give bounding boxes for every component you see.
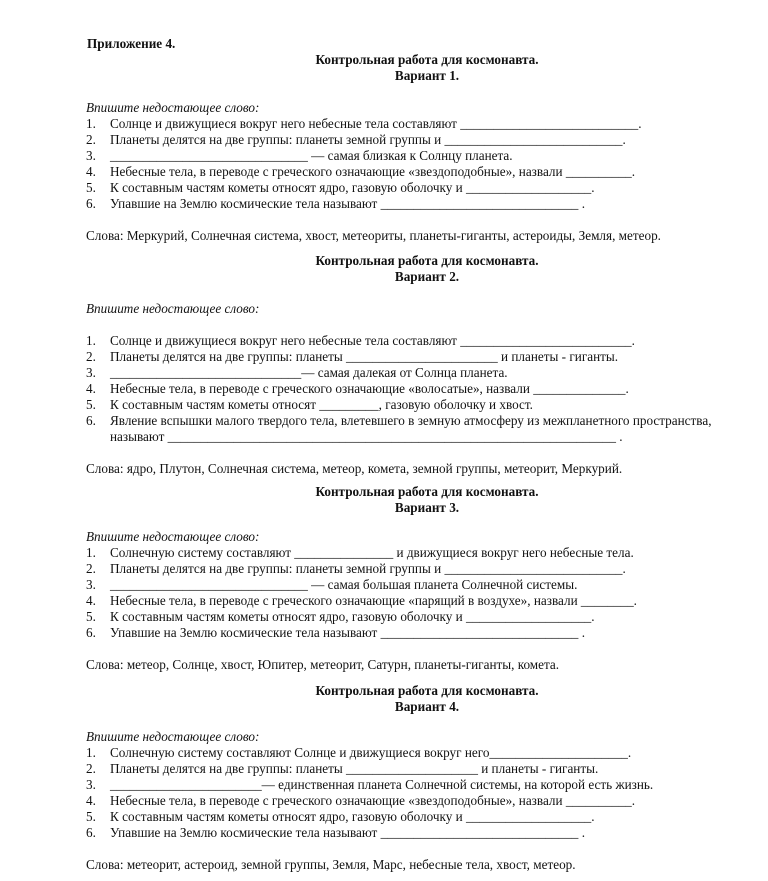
question-number: 3.	[86, 148, 96, 163]
question-text: К составным частям кометы относят _________, газовую оболочку и хвост.	[110, 397, 533, 412]
question-item	[86, 625, 768, 641]
question-number: 2.	[86, 561, 96, 576]
instruction: Впишите недостающее слово:	[86, 729, 260, 744]
question-item	[86, 333, 768, 349]
appendix-label: Приложение 4.	[87, 36, 176, 51]
question-number: 2.	[86, 132, 96, 147]
question-text: Планеты делятся на две группы: планеты земной группы и ___________________________.	[110, 561, 626, 576]
question-text: Солнечную систему составляют Солнце и движущиеся вокруг него_____________________.	[110, 745, 632, 760]
question-number: 6.	[86, 625, 96, 640]
question-number: 3.	[86, 365, 96, 380]
variant-number: Вариант 2.	[394, 269, 460, 284]
word-bank: Слова: метеор, Солнце, хвост, Юпитер, метеорит, Сатурн, планеты-гиганты, комета.	[86, 657, 560, 672]
question-text: Упавшие на Землю космические тела называют ______________________________ .	[110, 625, 585, 640]
question-number: 4.	[86, 381, 96, 396]
question-number: 4.	[86, 793, 96, 808]
question-text: ______________________________ — самая близкая к Солнцу планета.	[110, 148, 513, 163]
question-item	[86, 381, 768, 397]
question-text: _____________________________— самая далекая от Солнца планета.	[110, 365, 508, 380]
question-text: Планеты делятся на две группы: планеты ____________________ и планеты - гиганты.	[110, 761, 599, 776]
question-number: 6.	[86, 825, 96, 840]
question-text: Упавшие на Землю космические тела называют ______________________________ .	[110, 196, 585, 211]
question-item	[86, 745, 768, 761]
word-bank: Слова: метеорит, астероид, земной группы, Земля, Марс, небесные тела, хвост, метеор.	[86, 857, 576, 872]
question-item	[86, 397, 768, 413]
question-number: 1.	[86, 745, 96, 760]
question-list	[86, 545, 768, 641]
word-bank: Слова: ядро, Плутон, Солнечная система, метеор, комета, земной группы, метеорит, Меркурий.	[86, 461, 623, 476]
question-item	[86, 609, 768, 625]
question-number: 5.	[86, 180, 96, 195]
variant-2	[86, 253, 768, 477]
question-item	[86, 132, 768, 148]
variant-title: Контрольная работа для космонавта.	[315, 484, 539, 499]
question-text: Планеты делятся на две группы: планеты земной группы и ___________________________.	[110, 132, 626, 147]
question-text: Солнце и движущиеся вокруг него небесные тела составляют ___________________________.	[110, 116, 642, 131]
instruction: Впишите недостающее слово:	[86, 100, 260, 115]
question-text: К составным частям кометы относят ядро, газовую оболочку и ___________________.	[110, 809, 595, 824]
variant-4	[86, 683, 768, 873]
word-bank: Слова: Меркурий, Солнечная система, хвост, метеориты, планеты-гиганты, астероиды, Земля, метеор.	[86, 228, 661, 243]
question-text: Небесные тела, в переводе с греческого означающие «звездоподобные», назвали __________.	[110, 164, 636, 179]
question-number: 2.	[86, 761, 96, 776]
question-text: Небесные тела, в переводе с греческого означающие «парящий в воздухе», назвали ________.	[110, 593, 637, 608]
question-number: 1.	[86, 116, 96, 131]
question-item	[86, 545, 768, 561]
variant-title: Контрольная работа для космонавта.	[315, 683, 539, 698]
question-number: 5.	[86, 397, 96, 412]
question-number: 1.	[86, 545, 96, 560]
question-number: 1.	[86, 333, 96, 348]
question-item	[86, 196, 768, 212]
question-text: Небесные тела, в переводе с греческого означающие «волосатые», назвали ______________.	[110, 381, 629, 396]
question-item	[86, 365, 768, 381]
variant-1	[86, 52, 768, 244]
question-number: 6.	[86, 413, 96, 428]
instruction: Впишите недостающее слово:	[86, 301, 260, 316]
question-item	[86, 761, 768, 777]
question-item	[86, 349, 768, 365]
question-text: Солнце и движущиеся вокруг него небесные тела составляют __________________________.	[110, 333, 635, 348]
variant-number: Вариант 3.	[394, 500, 460, 515]
question-number: 3.	[86, 577, 96, 592]
question-text: Небесные тела, в переводе с греческого означающие «звездоподобные», назвали __________.	[110, 793, 636, 808]
question-list	[86, 333, 768, 445]
variant-title: Контрольная работа для космонавта.	[315, 52, 539, 67]
question-item	[86, 777, 768, 793]
variant-title: Контрольная работа для космонавта.	[315, 253, 539, 268]
question-item	[86, 561, 768, 577]
question-text: Солнечную систему составляют _______________ и движущиеся вокруг него небесные тела.	[110, 545, 634, 560]
question-text: Планеты делятся на две группы: планеты _______________________ и планеты - гиганты.	[110, 349, 619, 364]
question-item	[86, 116, 768, 132]
question-item	[86, 148, 768, 164]
question-number: 3.	[86, 777, 96, 792]
question-number: 2.	[86, 349, 96, 364]
question-number: 5.	[86, 809, 96, 824]
question-item	[86, 825, 768, 841]
question-item	[86, 793, 768, 809]
question-number: 4.	[86, 164, 96, 179]
variant-3	[86, 484, 768, 673]
variant-number: Вариант 4.	[394, 699, 460, 714]
question-number: 4.	[86, 593, 96, 608]
question-item	[86, 413, 768, 445]
question-list	[86, 116, 768, 212]
question-text: Явление вспышки малого твердого тела, влетевшего в земную атмосферу из межпланетного пространства, называют ____________________________________________________________________ .	[110, 413, 712, 444]
instruction: Впишите недостающее слово:	[86, 529, 260, 544]
question-text: К составным частям кометы относят ядро, газовую оболочку и ___________________.	[110, 180, 595, 195]
question-text: _______________________— единственная планета Солнечной системы, на которой есть жизнь.	[110, 777, 654, 792]
question-item	[86, 809, 768, 825]
question-number: 6.	[86, 196, 96, 211]
question-number: 5.	[86, 609, 96, 624]
question-text: ______________________________ — самая большая планета Солнечной системы.	[110, 577, 578, 592]
question-text: Упавшие на Землю космические тела называют ______________________________ .	[110, 825, 585, 840]
question-item	[86, 593, 768, 609]
variant-number: Вариант 1.	[394, 68, 460, 83]
question-item	[86, 577, 768, 593]
question-item	[86, 180, 768, 196]
question-text: К составным частям кометы относят ядро, газовую оболочку и ___________________.	[110, 609, 595, 624]
question-list	[86, 745, 768, 841]
question-item	[86, 164, 768, 180]
